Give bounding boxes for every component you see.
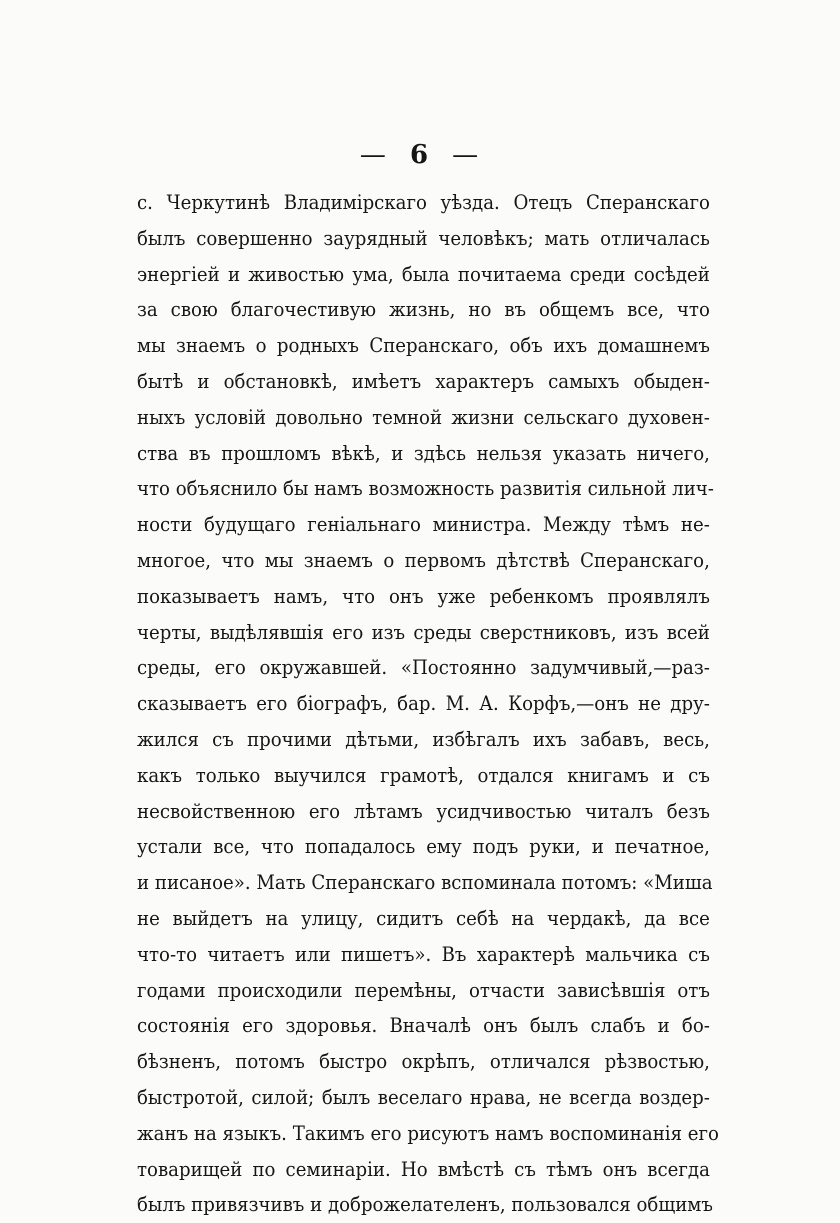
text-line: жился съ прочими дѣтьми, избѣгалъ ихъ забавъ, весь, [137, 727, 710, 751]
text-line: мы знаемъ о родныхъ Сперанскаго, объ ихъ домашнемъ [137, 334, 710, 358]
left-dash: — [359, 140, 388, 170]
text-line: показываетъ намъ, что онъ уже ребенкомъ проявлялъ [137, 584, 710, 608]
text-line: что объяснило бы намъ возможность развитія сильной лич- [137, 477, 714, 501]
text-line: какъ только выучился грамотѣ, отдался книгамъ и съ [137, 763, 710, 787]
page-number-header [0, 140, 840, 170]
text-line: несвойственною его лѣтамъ усидчивостью читалъ безъ [137, 799, 710, 823]
right-dash: — [452, 140, 481, 170]
text-line: и писаное». Мать Сперанскаго вспоминала потомъ: «Миша [137, 871, 713, 895]
text-line: товарищей по семинаріи. Но вмѣстѣ съ тѣмъ онъ всегда [137, 1157, 710, 1181]
text-line: быстротой, силой; былъ веселаго нрава, не всегда воздер- [137, 1085, 710, 1109]
text-line: не выйдетъ на улицу, сидитъ себѣ на чердакѣ, да все [137, 906, 710, 930]
text-line: былъ совершенно заурядный человѣкъ; мать отличалась [137, 226, 710, 250]
text-line: черты, выдѣлявшія его изъ среды сверстниковъ, изъ всей [137, 620, 710, 644]
text-line: сказываетъ его біографъ, бар. М. А. Корфъ,—онъ не дру- [137, 692, 710, 716]
text-line: среды, его окружавшей. «Постоянно задумчивый,—раз- [137, 656, 710, 680]
text-line: энергіей и живостью ума, была почитаема среди сосѣдей [137, 262, 710, 286]
text-line: с. Черкутинѣ Владимірскаго уѣзда. Отецъ Сперанскаго [137, 191, 710, 214]
text-line: многое, что мы знаемъ о первомъ дѣтствѣ Сперанскаго, [137, 548, 710, 572]
text-line: ности будущаго геніальнаго министра. Между тѣмъ не- [137, 513, 710, 537]
text-line: бытѣ и обстановкѣ, имѣетъ характеръ самыхъ обыден- [137, 369, 710, 393]
text-line: за свою благочестивую жизнь, но въ общемъ все, что [137, 298, 710, 322]
text-line: устали все, что попадалось ему подъ руки, и печатное, [137, 835, 710, 859]
text-line: ныхъ условій довольно темной жизни сельскаго духовен- [137, 405, 710, 429]
text-line: состоянія его здоровья. Вначалѣ онъ былъ слабъ и бо- [137, 1014, 710, 1038]
body-text [137, 185, 719, 1223]
text-line: что-то читаетъ или пишетъ». Въ характерѣ мальчика съ [137, 942, 710, 966]
text-line: ства въ прошломъ вѣкѣ, и здѣсь нельзя указать ничего, [137, 441, 710, 465]
page-number: 6 [409, 140, 431, 170]
text-line: бѣзненъ, потомъ быстро окрѣпъ, отличался рѣзвостью, [137, 1050, 710, 1074]
text-line: былъ привязчивъ и доброжелателенъ, пользовался общимъ [137, 1193, 713, 1217]
text-line: жанъ на языкъ. Такимъ его рисуютъ намъ воспоминанія его [137, 1121, 719, 1145]
text-line: годами происходили перемѣны, отчасти зависѣвшія отъ [137, 978, 710, 1002]
